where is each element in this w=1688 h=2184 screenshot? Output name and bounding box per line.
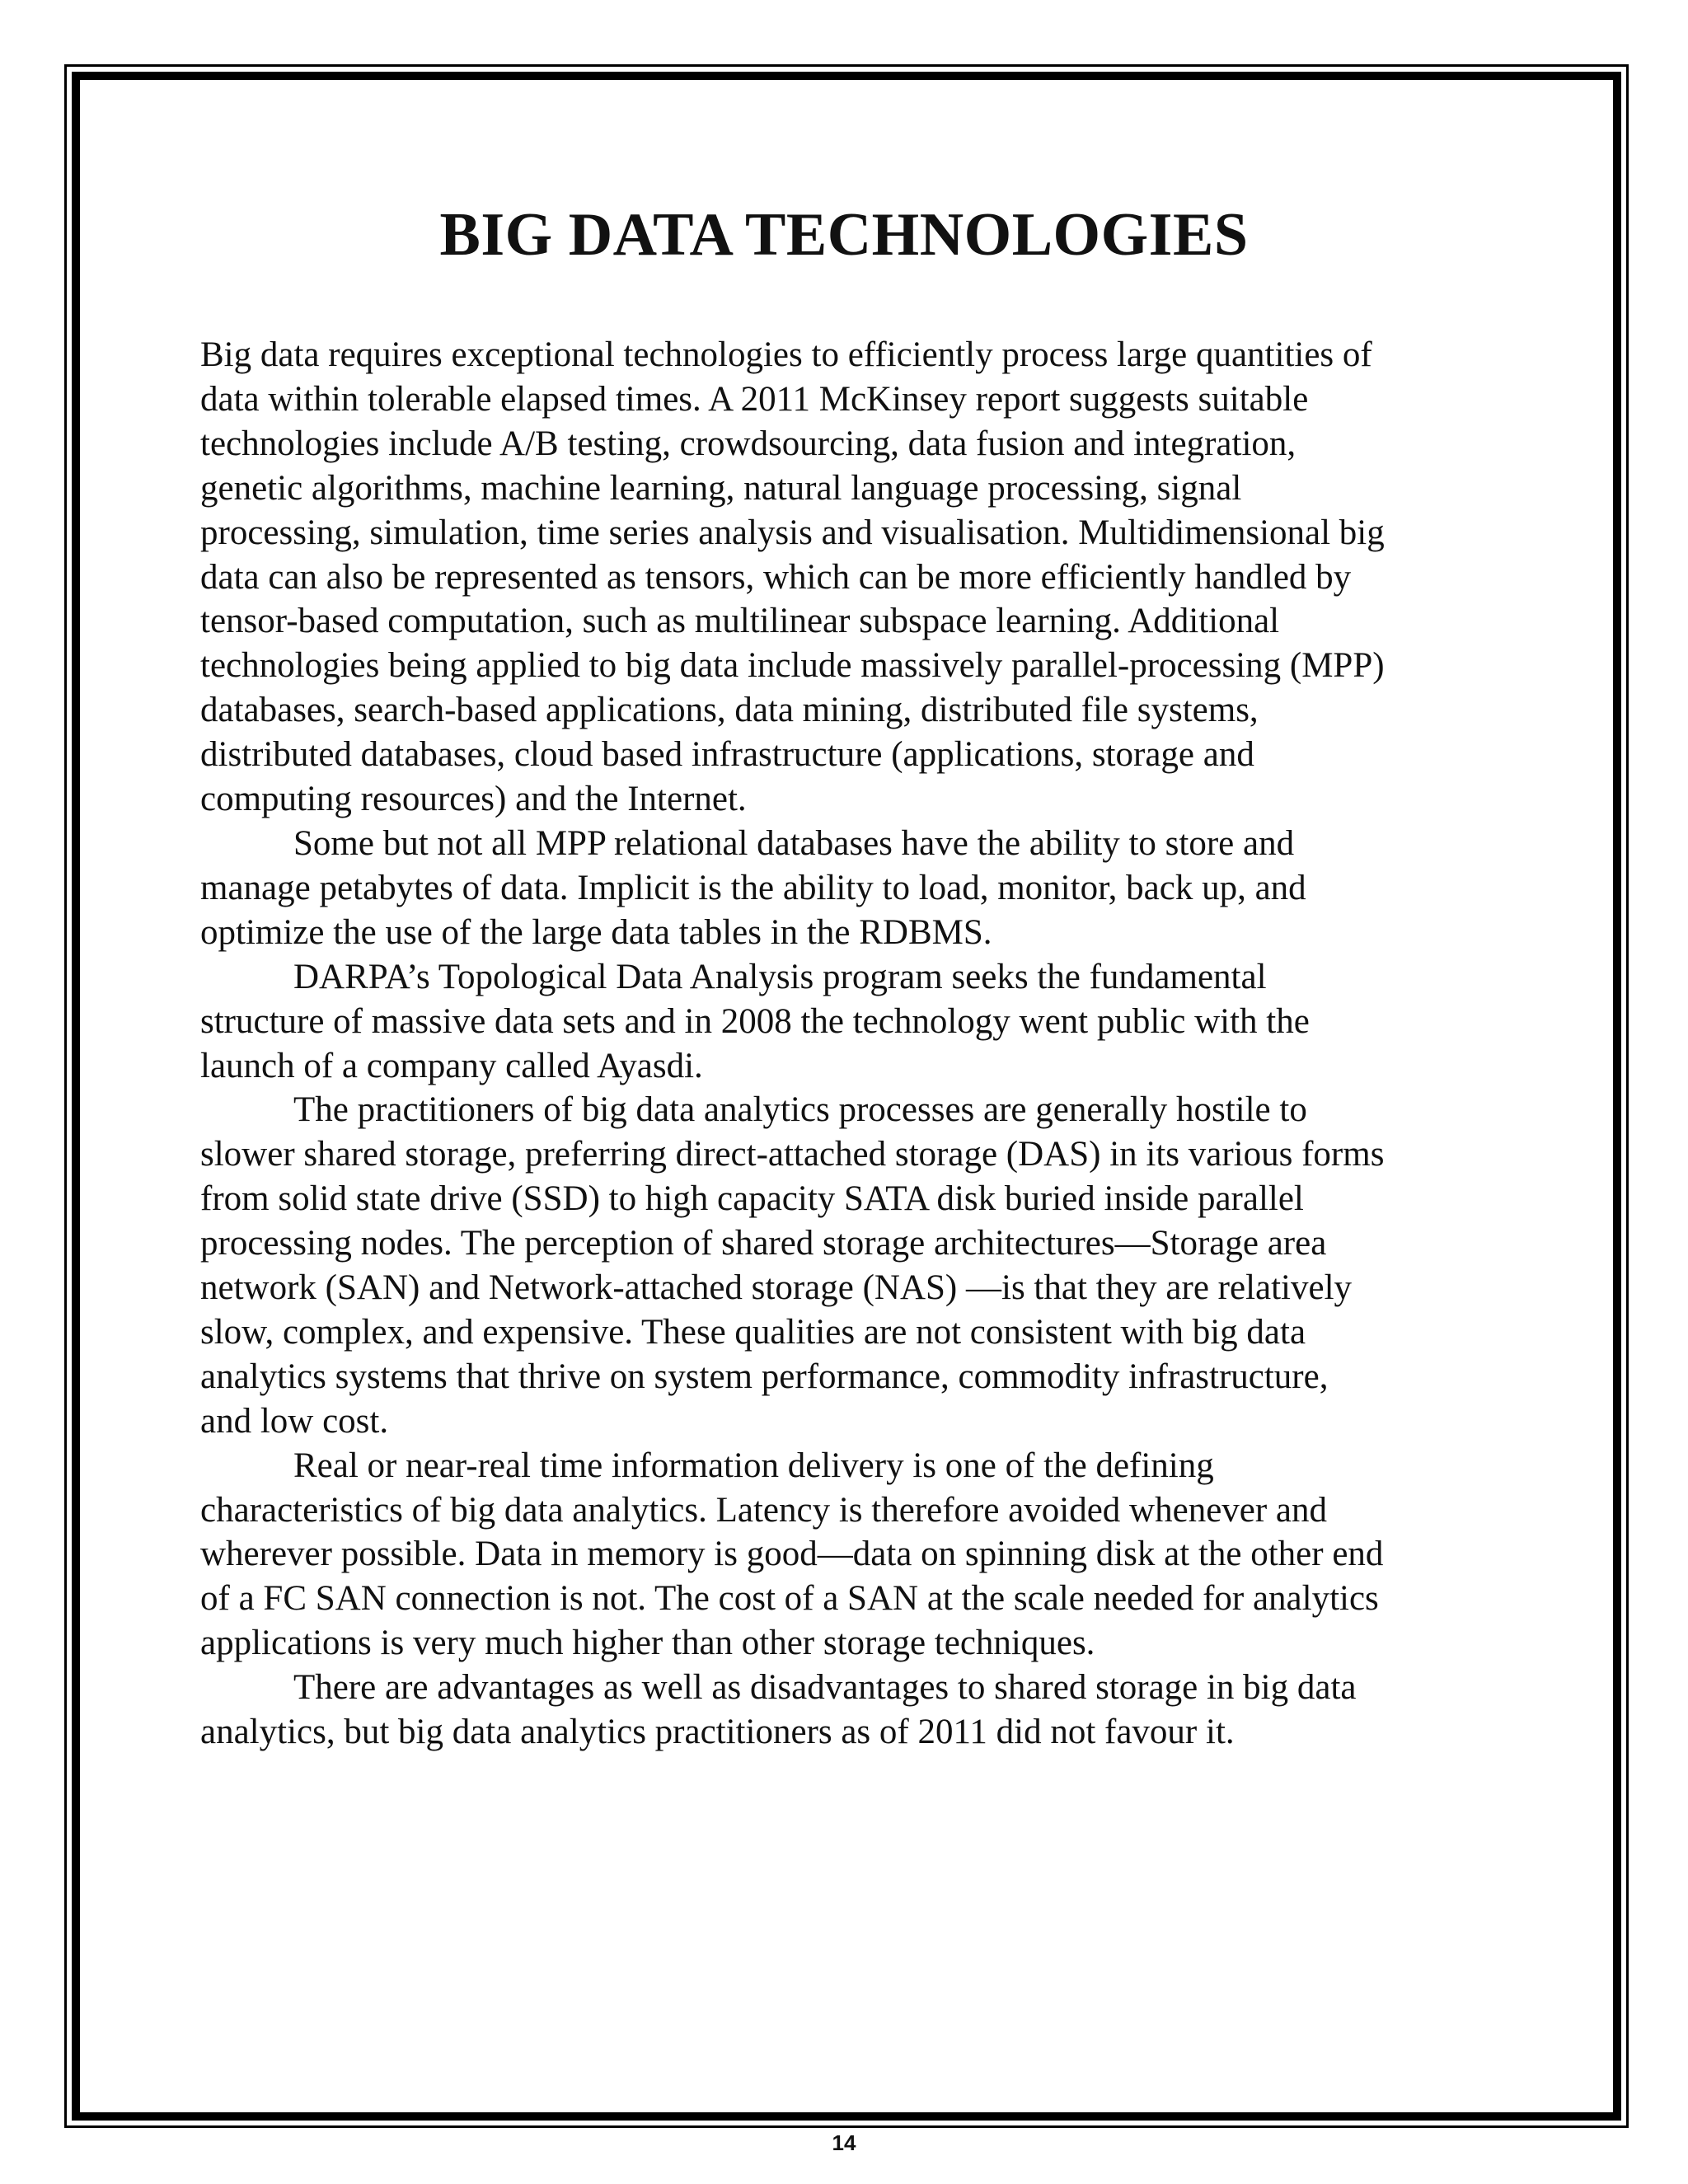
- paragraph-line: analytics systems that thrive on system performance, commodity infrastructure,: [200, 1357, 1329, 1396]
- paragraph-line: processing, simulation, time series analysis and visualisation. Multidimensional big: [200, 513, 1385, 552]
- paragraph-line: manage petabytes of data. Implicit is the ability to load, monitor, back up, and: [200, 868, 1306, 907]
- paragraph-line: from solid state drive (SSD) to high capacity SATA disk buried inside parallel: [200, 1179, 1304, 1219]
- paragraph-line: slow, complex, and expensive. These qualities are not consistent with big data: [200, 1312, 1306, 1352]
- paragraph-line: optimize the use of the large data tables in the RDBMS.: [200, 912, 992, 952]
- paragraph: [200, 333, 1519, 822]
- paragraph: [200, 822, 1519, 955]
- paragraph-line: Real or near-real time information delivery is one of the defining: [293, 1446, 1214, 1485]
- paragraph: [200, 1088, 1519, 1443]
- paragraph-line: data within tolerable elapsed times. A 2011 McKinsey report suggests suitable: [200, 379, 1309, 419]
- paragraph-line: network (SAN) and Network-attached storage (NAS) —is that they are relatively: [200, 1268, 1353, 1308]
- paragraph-line: DARPA’s Topological Data Analysis program seeks the fundamental: [293, 957, 1267, 996]
- page-title: BIG DATA TECHNOLOGIES: [439, 201, 1249, 269]
- paragraph-line: slower shared storage, preferring direct-attached storage (DAS) in its various forms: [200, 1135, 1385, 1174]
- paragraph-line: Big data requires exceptional technologies to efficiently process large quantities of: [200, 335, 1372, 374]
- paragraph-line: technologies include A/B testing, crowdsourcing, data fusion and integration,: [200, 424, 1296, 463]
- paragraph: [200, 1666, 1519, 1755]
- paragraph-line: databases, search-based applications, data mining, distributed file systems,: [200, 691, 1259, 730]
- paragraph-line: genetic algorithms, machine learning, natural language processing, signal: [200, 468, 1242, 508]
- body-text: [200, 333, 1519, 1755]
- paragraph-line: data can also be represented as tensors, which can be more efficiently handled by: [200, 557, 1352, 597]
- paragraph-line: and low cost.: [200, 1401, 389, 1441]
- paragraph-line: applications is very much higher than other storage techniques.: [200, 1624, 1095, 1663]
- paragraph-line: wherever possible. Data in memory is good—data on spinning disk at the other end: [200, 1535, 1384, 1574]
- paragraph-line: distributed databases, cloud based infrastructure (applications, storage and: [200, 735, 1254, 775]
- paragraph-line: launch of a company called Ayasdi.: [200, 1046, 703, 1085]
- paragraph-line: There are advantages as well as disadvantages to shared storage in big data: [293, 1668, 1357, 1708]
- paragraph-line: analytics, but big data analytics practitioners as of 2011 did not favour it.: [200, 1713, 1235, 1752]
- paragraph-line: processing nodes. The perception of shared storage architectures—Storage area: [200, 1224, 1327, 1263]
- paragraph-line: characteristics of big data analytics. Latency is therefore avoided whenever and: [200, 1490, 1328, 1530]
- paragraph-line: structure of massive data sets and in 2008 the technology went public with the: [200, 1001, 1310, 1041]
- paragraph-line: of a FC SAN connection is not. The cost of a SAN at the scale needed for analytics: [200, 1579, 1379, 1619]
- paragraph-line: Some but not all MPP relational databases have the ability to store and: [293, 823, 1295, 863]
- paragraph-line: The practitioners of big data analytics processes are generally hostile to: [293, 1090, 1307, 1130]
- paragraph: [200, 1444, 1519, 1666]
- paragraph-line: technologies being applied to big data include massively parallel-processing (MPP): [200, 646, 1385, 686]
- page-number: 14: [832, 2130, 856, 2155]
- paragraph: [200, 955, 1519, 1089]
- paragraph-line: tensor-based computation, such as multilinear subspace learning. Additional: [200, 602, 1280, 641]
- paragraph-line: computing resources) and the Internet.: [200, 780, 747, 819]
